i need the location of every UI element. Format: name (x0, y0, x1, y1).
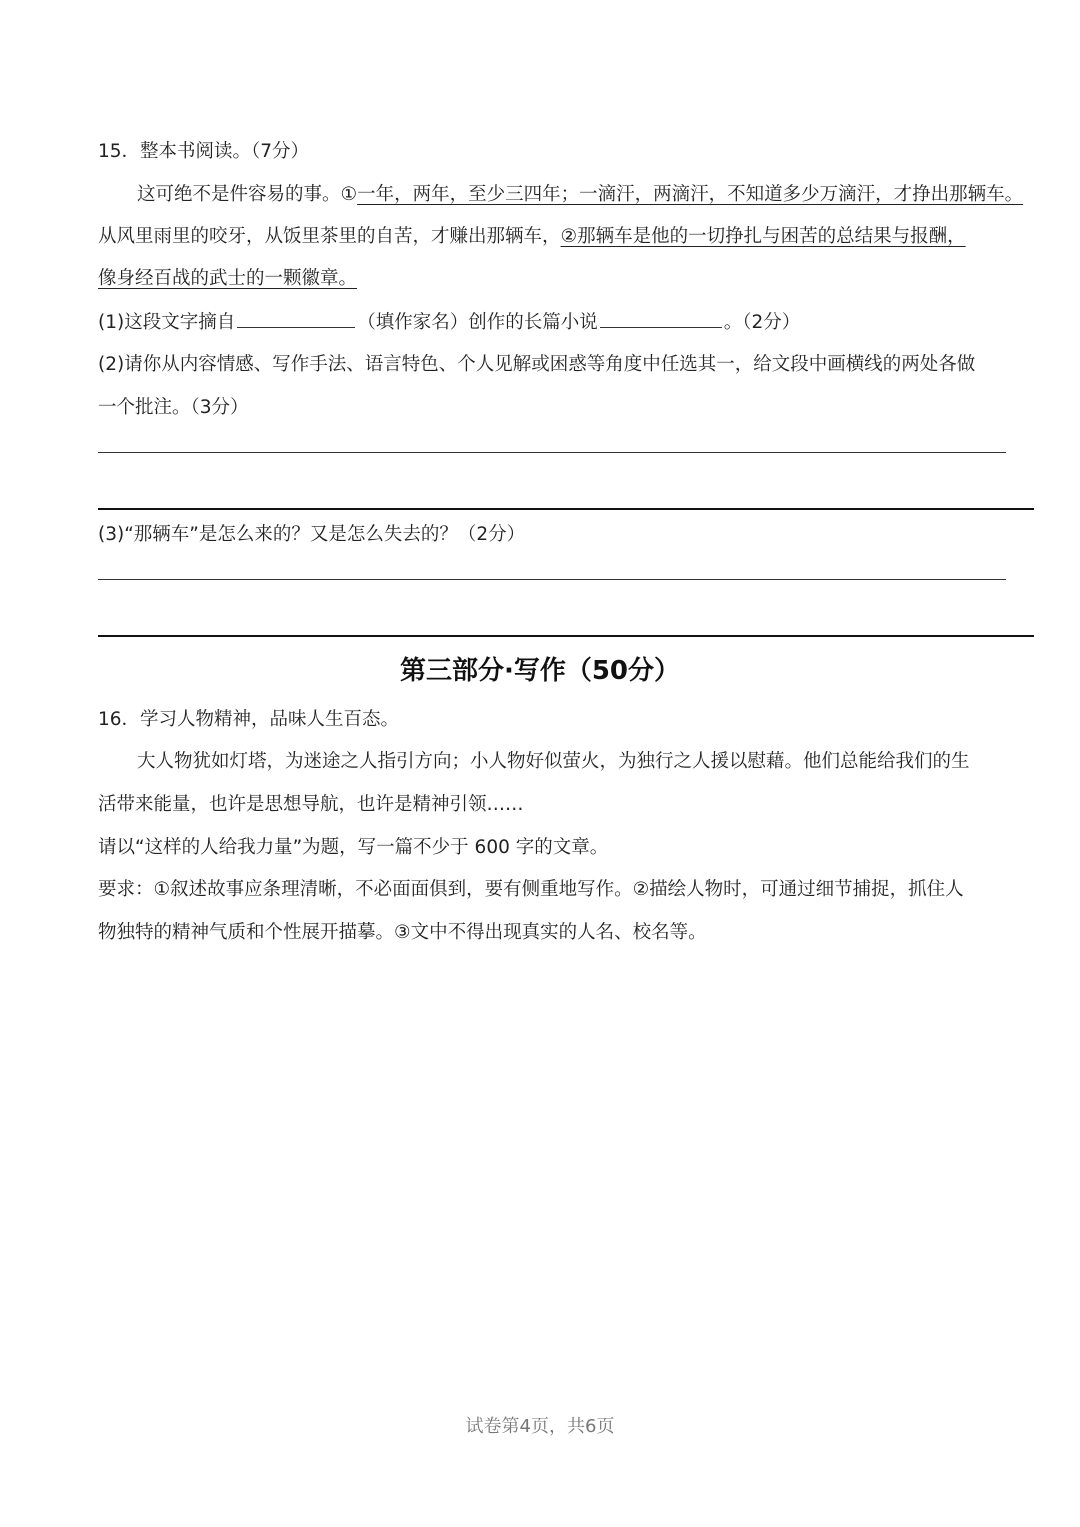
section-title: 第三部分·写作（50分） (399, 656, 681, 686)
q15-sub2-line2: 一个批注。（3分） (98, 397, 249, 418)
q16-requirements-line2: 物独特的精神气质和个性展开描摹。③文中不得出现真实的人名、校名等。 (98, 922, 707, 943)
sub1-part-c: 。（2分） (723, 312, 801, 333)
q16-para1-line2: 活带来能量，也许是思想导航，也许是精神引领…… (98, 794, 524, 815)
q16-requirements-line1: 要求：①叙述故事应条理清晰，不必面面俱到，要有侧重地写作。②描绘人物时，可通过细节捕捉，抓住人 (98, 879, 964, 900)
answer-line-sub3-2[interactable] (98, 635, 1034, 637)
q15-title: 15．整本书阅读。（7分） (98, 141, 310, 162)
underlined-passage-2: ②那辆车是他的一切挣扎与困苦的总结果与报酬， (560, 226, 966, 247)
q16-prompt: 请以“这样的人给我力量”为题，写一篇不少于 600 字的文章。 (98, 837, 609, 858)
author-blank[interactable] (237, 309, 355, 328)
answer-line-sub2-2[interactable] (98, 508, 1034, 510)
sub1-part-a: (1)这段文字摘自 (98, 312, 236, 333)
answer-line-sub3-1[interactable] (98, 579, 1006, 580)
q15-sub1 (98, 309, 800, 336)
q16-title: 16．学习人物精神，品味人生百态。 (98, 709, 400, 730)
passage-line1-lead: 这可绝不是件容易的事。① (137, 184, 358, 205)
q15-sub2-line1: (2)请你从内容情感、写作手法、语言特色、个人见解或困惑等角度中任选其一，给文段中画横线的两处各做 (98, 354, 976, 375)
page-number-footer: 试卷第4页，共6页 (465, 1416, 615, 1437)
answer-line-sub2-1[interactable] (98, 452, 1006, 453)
novel-title-blank[interactable] (600, 309, 722, 328)
underlined-passage-1: 一年，两年，至少三四年；一滴汗，两滴汗，不知道多少万滴汗，才挣出那辆车。 (357, 184, 1024, 205)
q15-passage-line3 (98, 266, 357, 292)
q15-passage-line2 (98, 224, 966, 250)
q16-para1-line1: 大人物犹如灯塔，为迷途之人指引方向；小人物好似萤火，为独行之人援以慰藉。他们总能给我们的生 (137, 751, 970, 772)
q15-passage-line1 (137, 182, 1023, 208)
sub1-part-b: （填作家名）创作的长篇小说 (357, 312, 598, 333)
underlined-passage-2-cont: 像身经百战的武士的一颗徽章。 (98, 268, 358, 289)
q15-sub3: (3)“那辆车”是怎么来的？又是怎么失去的？（2分） (98, 524, 526, 545)
passage-line2-lead: 从风里雨里的咬牙，从饭里茶里的自苦，才赚出那辆车， (98, 226, 561, 247)
